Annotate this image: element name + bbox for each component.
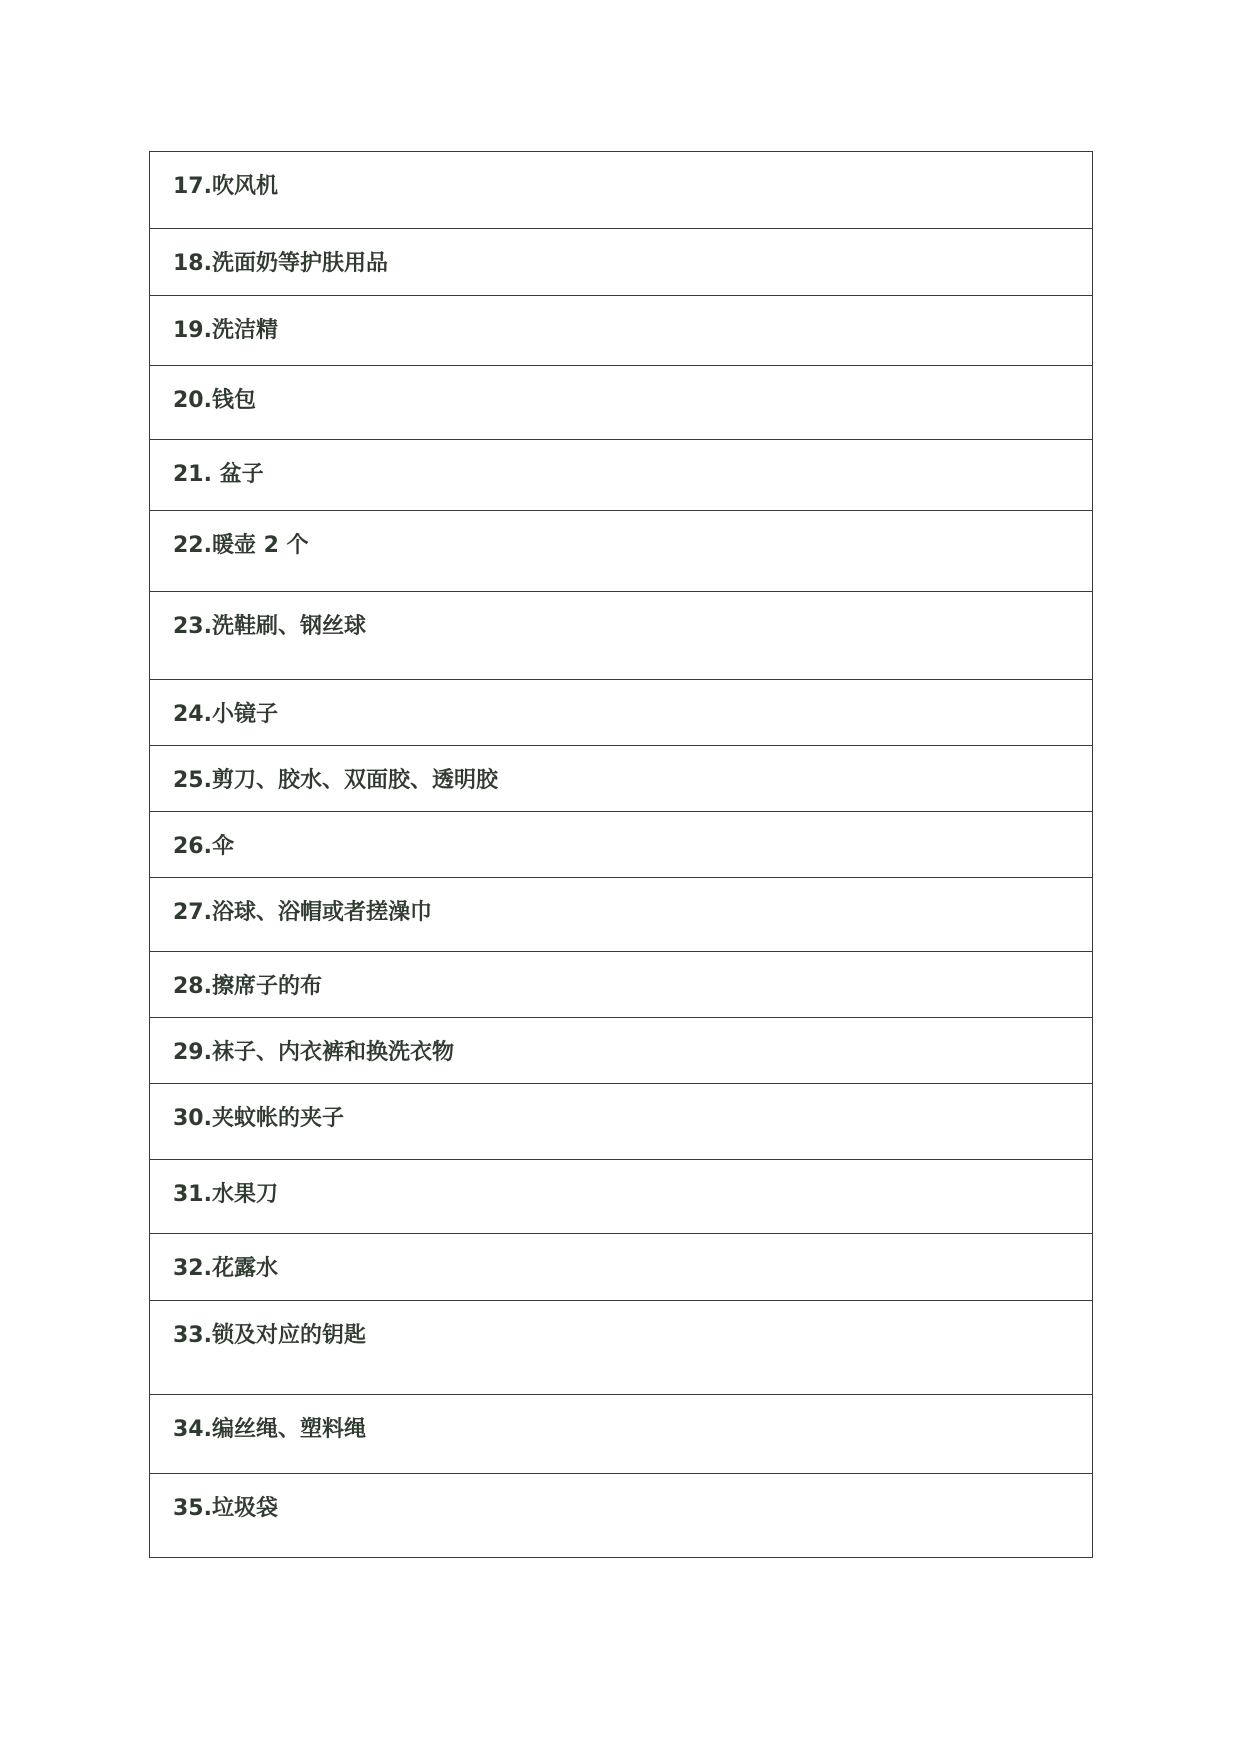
item-text: 18.洗面奶等护肤用品: [173, 251, 388, 276]
item-text: 28.擦席子的布: [173, 974, 322, 999]
table-row: [150, 1084, 1093, 1160]
table-row: [150, 366, 1093, 440]
item-text: 27.浴球、浴帽或者搓澡巾: [173, 900, 432, 925]
list-item: [150, 296, 1093, 366]
table-row: [150, 1474, 1093, 1558]
list-item: [150, 366, 1093, 440]
checklist-table: [149, 151, 1093, 1558]
list-item: [150, 1018, 1093, 1084]
table-row: [150, 1301, 1093, 1395]
table-row: [150, 1395, 1093, 1474]
list-item: [150, 1301, 1093, 1395]
table-row: [150, 1018, 1093, 1084]
list-item: [150, 952, 1093, 1018]
list-item: [150, 746, 1093, 812]
list-item: [150, 878, 1093, 952]
list-item: [150, 592, 1093, 680]
item-text: 17.吹风机: [173, 174, 278, 199]
table-row: [150, 592, 1093, 680]
list-item: [150, 1474, 1093, 1558]
table-row: [150, 952, 1093, 1018]
table-row: [150, 1234, 1093, 1301]
list-item: [150, 1160, 1093, 1234]
item-text: 33.锁及对应的钥匙: [173, 1323, 366, 1348]
item-text: 29.袜子、内衣裤和换洗衣物: [173, 1040, 454, 1065]
table-row: [150, 440, 1093, 511]
item-text: 24.小镜子: [173, 702, 278, 727]
list-item: [150, 1395, 1093, 1474]
list-item: [150, 1234, 1093, 1301]
table-row: [150, 680, 1093, 746]
table-row: [150, 152, 1093, 229]
list-item: [150, 511, 1093, 592]
item-text: 31.水果刀: [173, 1182, 278, 1207]
item-text: 26.伞: [173, 834, 234, 859]
item-text: 25.剪刀、胶水、双面胶、透明胶: [173, 768, 498, 793]
item-text: 34.编丝绳、塑料绳: [173, 1417, 366, 1442]
table-row: [150, 812, 1093, 878]
list-item: [150, 1084, 1093, 1160]
item-text: 21. 盆子: [173, 462, 264, 487]
item-text: 32.花露水: [173, 1256, 278, 1281]
item-text: 35.垃圾袋: [173, 1496, 278, 1521]
table-row: [150, 746, 1093, 812]
table-row: [150, 229, 1093, 296]
table-row: [150, 511, 1093, 592]
item-text: 30.夹蚊帐的夹子: [173, 1106, 344, 1131]
item-text: 22.暖壶 2 个: [173, 533, 309, 558]
table-row: [150, 1160, 1093, 1234]
table-row: [150, 296, 1093, 366]
list-item: [150, 440, 1093, 511]
list-item: [150, 812, 1093, 878]
list-item: [150, 152, 1093, 229]
table-row: [150, 878, 1093, 952]
item-text: 23.洗鞋刷、钢丝球: [173, 614, 366, 639]
item-text: 19.洗洁精: [173, 318, 278, 343]
list-item: [150, 229, 1093, 296]
list-item: [150, 680, 1093, 746]
item-text: 20.钱包: [173, 388, 256, 413]
